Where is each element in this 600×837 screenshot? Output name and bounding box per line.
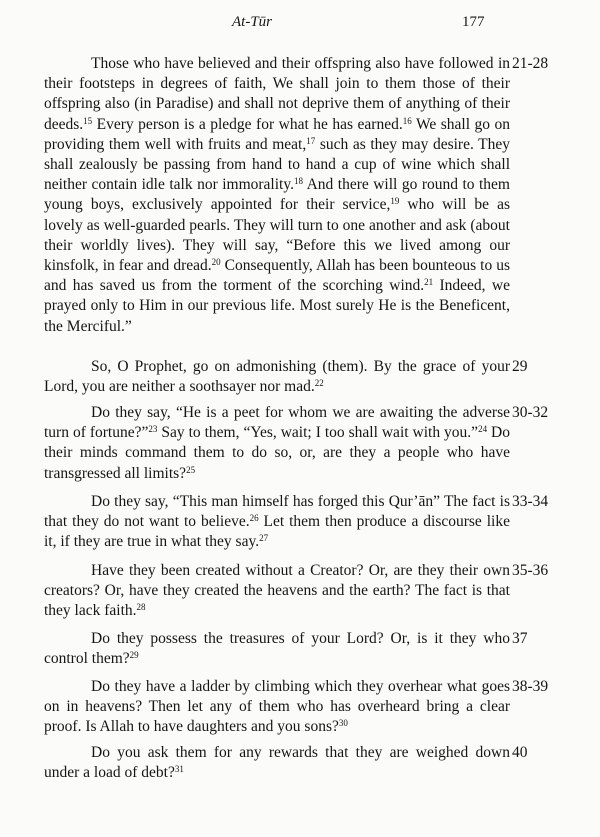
verse-text-run: Do their minds command them to do so, or, are they a people who have transgressed all limits?	[44, 424, 510, 482]
footnote-marker: 15	[83, 115, 93, 126]
page-number: 177	[462, 14, 485, 30]
footnote-marker: 31	[174, 764, 184, 775]
verse-text-run: And there will go round to them young boys, exclusively appointed for their service,	[44, 176, 510, 214]
footnote-marker: 19	[390, 196, 400, 207]
verse-reference: 29	[512, 358, 528, 375]
verse-reference: 40	[512, 744, 528, 761]
verse-text-run: We shall go on providing them well with fruits and meat,	[44, 115, 511, 153]
verse-reference: 35-36	[512, 562, 549, 579]
footnote-marker: 26	[249, 513, 259, 524]
footnote-marker: 20	[211, 257, 221, 268]
verse-paragraph	[44, 743, 510, 783]
verse-text-run: Let them then produce a discourse like it, if they are true in what they say.	[44, 513, 510, 551]
verse-reference: 37	[512, 630, 528, 647]
verse-text-run: Do they possess the treasures of your Lord? Or, is it they who control them?	[44, 630, 510, 668]
verse-text-run: Those who have believed and their offspring also have followed in their footsteps in degrees of faith, We shall join to them those of their offspring also (in Paradise) and shall not deprive them of anything of their deeds.	[44, 55, 510, 133]
verse-block	[44, 561, 510, 622]
verse-text-run: such as they may desire. They shall zealously be passing from hand to hand a cup of wine which shall neither contain idle talk nor immorality.	[44, 135, 510, 194]
verse-text-run: Do you ask them for any rewards that they are weighed down under a load of debt?	[44, 744, 510, 782]
footnote-marker: 24	[478, 424, 488, 435]
footnote-marker: 28	[136, 602, 146, 613]
verse-text-run: Have they been created without a Creator? Or, are they their own creators? Or, have they created the heavens and the earth? The fact is that they lack faith.	[44, 562, 510, 620]
footnote-marker: 25	[186, 464, 196, 475]
verse-block	[44, 357, 510, 397]
verse-block	[44, 54, 510, 337]
verse-text-run: Do they say, “He is a peet for whom we are awaiting the adverse turn of fortune?”	[44, 404, 510, 442]
verse-text-run: Indeed, we prayed only to Him in our previous life. Most surely He is the Beneficent, the Merciful.”	[44, 277, 510, 335]
footnote-marker: 21	[424, 277, 434, 288]
verse-text-run: who will be as lovely as well-guarded pearls. They will turn to one another and ask (about their worldly lives). They will say, “Before this we lived among our kinsfolk, in fear and dread.	[44, 196, 510, 275]
verse-block	[44, 492, 510, 553]
footnote-marker: 16	[402, 115, 412, 126]
footnote-marker: 22	[314, 378, 324, 389]
verse-paragraph	[44, 561, 510, 622]
verse-text-run: Do they say, “This man himself has forged this Qur’ān” The fact is that they do not want to believe.	[44, 493, 510, 531]
page-header	[0, 14, 600, 34]
verse-paragraph	[44, 403, 510, 484]
verse-text-run: So, O Prophet, go on admonishing (them). By the grace of your Lord, you are neither a soothsayer nor mad.	[44, 358, 510, 396]
footnote-marker: 17	[306, 135, 316, 146]
verse-reference: 30-32	[512, 404, 549, 421]
footnote-marker: 30	[338, 718, 348, 729]
footnote-marker: 27	[259, 533, 269, 544]
verse-reference: 21-28	[512, 55, 549, 72]
verse-block	[44, 677, 510, 738]
verse-reference: 38-39	[512, 678, 549, 695]
footnote-marker: 18	[293, 176, 303, 187]
verse-reference: 33-34	[512, 493, 549, 510]
verse-paragraph	[44, 357, 510, 397]
running-title: At-Tūr	[232, 14, 273, 30]
verse-text-run: Every person is a pledge for what he has earned.	[92, 115, 403, 133]
verse-text-run: Consequently, Allah has been bounteous to us and has saved us from the torment of the scorching wind.	[44, 257, 511, 295]
verse-block	[44, 629, 510, 669]
verse-text-run: Do they have a ladder by climbing which they overhear what goes on in heavens? Then let any of them who has overheard bring a clear proof. Is Allah to have daughters and you sons?	[44, 678, 510, 736]
verse-paragraph	[44, 492, 510, 553]
verse-block	[44, 743, 510, 783]
verse-paragraph	[44, 54, 510, 337]
verse-paragraph	[44, 677, 510, 738]
footnote-marker: 23	[148, 424, 158, 435]
verse-block	[44, 403, 510, 484]
verse-text-run: Say to them, “Yes, wait; I too shall wait with you.”	[157, 424, 479, 442]
verse-paragraph	[44, 629, 510, 669]
footnote-marker: 29	[129, 650, 139, 661]
